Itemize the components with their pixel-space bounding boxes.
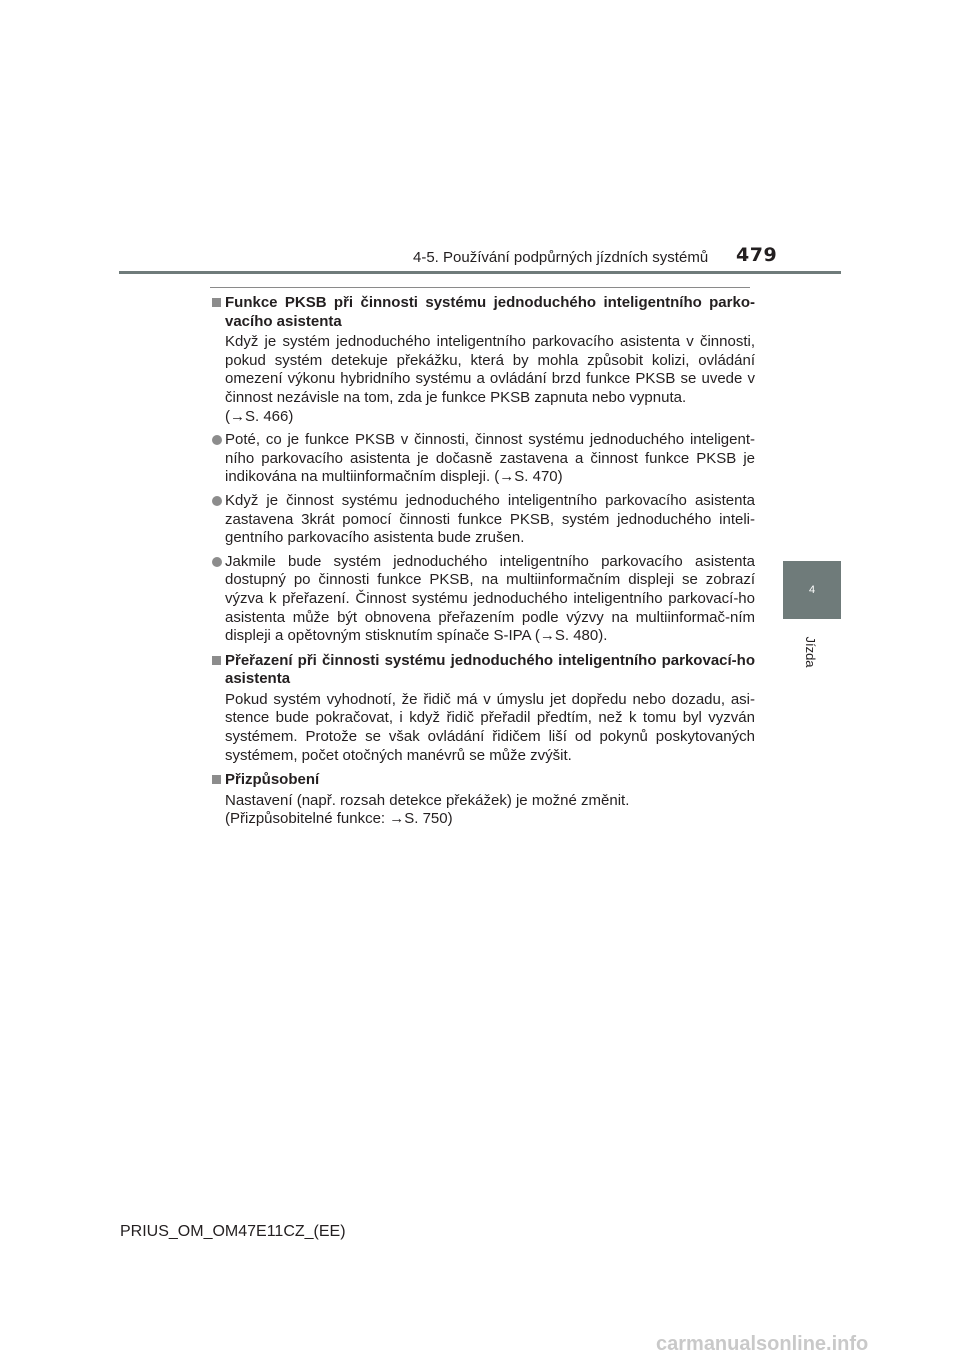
list-item: Když je činnost systému jednoduchého inteligentního parkovacího asistenta zastavena 3krát pomocí činnosti funkce PKSB, systém jednoduchého inteli-gentního parkovacího asistenta bude zrušen. bbox=[210, 492, 755, 548]
square-bullet-icon bbox=[212, 775, 221, 784]
square-bullet-icon bbox=[212, 656, 221, 665]
header-section-title: 4-5. Používání podpůrných jízdních systémů bbox=[413, 249, 709, 266]
round-bullet-icon bbox=[212, 435, 222, 445]
section-heading: Přeřazení při činnosti systému jednoduchého inteligentního parkovací-ho asistenta bbox=[210, 652, 755, 689]
chapter-tab[interactable] bbox=[783, 561, 841, 619]
watermark-link[interactable]: carmanualsonline.info bbox=[656, 1333, 869, 1355]
document-code: PRIUS_OM_OM47E11CZ_(EE) bbox=[120, 1223, 346, 1240]
round-bullet-icon bbox=[212, 557, 222, 567]
section-paragraph: Když je systém jednoduchého inteligentního parkovacího asistenta v činnosti, pokud systém detekuje překážku, která by mohla způsobit kolizi, ovládání omezení výkonu hybridního systému a ovládání brzd funkce PKSB se uvede v činnost nezávisle na tom, zda je funkce PKSB zapnuta nebo vypnuta. (→S. 466) bbox=[225, 333, 755, 425]
list-item: Jakmile bude systém jednoduchého inteligentního parkovacího asistenta dostupný po činnosti funkce PKSB, na multiinformačním displeji se zobrazí výzva k přeřazení. Činnost systému jednoduchého inteligentního parkovací-ho asistenta může být obnovena přeřazením podle výzvy na multiinformač-ním displeji a opětovným stisknutím spínače S-IPA (→S. 480). bbox=[210, 553, 755, 646]
chapter-tab-label: Jízda bbox=[803, 636, 819, 668]
section-divider bbox=[210, 287, 750, 288]
square-bullet-icon bbox=[212, 298, 221, 307]
round-bullet-icon bbox=[212, 496, 222, 506]
page-number: 479 bbox=[736, 244, 778, 266]
page-content bbox=[210, 292, 755, 829]
header-rule bbox=[119, 271, 841, 274]
section-heading: Přizpůsobení bbox=[210, 771, 755, 790]
chapter-tab-number: 4 bbox=[808, 584, 816, 596]
section-heading: Funkce PKSB při činnosti systému jednoduchého inteligentního parko-vacího asistenta bbox=[210, 294, 755, 331]
page-reference: (Přizpůsobitelné funkce: →S. 750) bbox=[225, 810, 453, 828]
page-reference: (→S. 466) bbox=[225, 407, 294, 425]
section-paragraph: Nastavení (např. rozsah detekce překážek) je možné změnit. (Přizpůsobitelné funkce: →S. 750) bbox=[210, 792, 755, 829]
list-item: Poté, co je funkce PKSB v činnosti, činnost systému jednoduchého inteligent-ního parkovacího asistenta je dočasně zastavena a činnost funkce PKSB je indikována na multiinformačním displeji. (→S. 470) bbox=[210, 431, 755, 487]
section-paragraph: Pokud systém vyhodnotí, že řidič má v úmyslu jet dopředu nebo dozadu, asi-stence bude pokračovat, i když řidič přeřadil předtím, než k tomu byl vyzván systémem. Protože se však ovládání řidičem liší od pokynů poskytovaných systémem, počet otočných manévrů se může zvýšit. bbox=[225, 690, 755, 764]
